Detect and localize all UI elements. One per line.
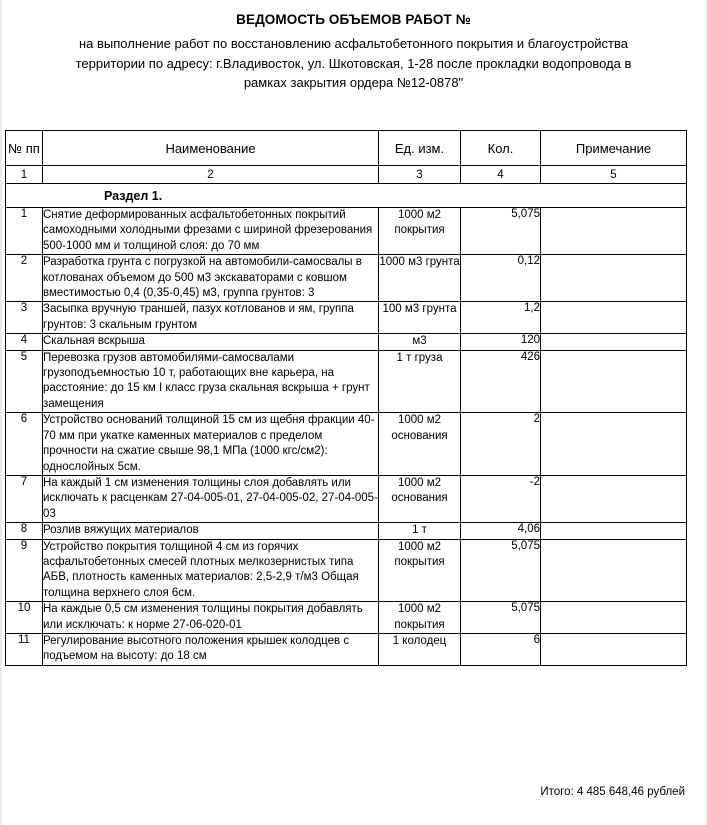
subtitle-line-3: рамках закрытия ордера №12-0878"	[243, 75, 464, 90]
table-row	[6, 539, 687, 602]
row-cell-note	[541, 413, 687, 476]
row-cell-note	[541, 350, 687, 413]
row-cell-name: Регулирование высотного положения крышек колодцев с подъемом на высоту: до 18 см	[43, 633, 379, 665]
column-number-unit: 3	[379, 166, 461, 184]
table-row	[6, 413, 687, 476]
row-cell-name: На каждые 0,5 см изменения толщины покрытия добавлять или исключать: к норме 27-06-020-01	[43, 602, 379, 634]
row-cell-unit: 1 колодец	[379, 633, 461, 665]
row-cell-qty: 120	[461, 334, 541, 350]
row-cell-unit: 1000 м2 покрытия	[379, 208, 461, 255]
row-cell-num: 7	[6, 475, 43, 522]
row-cell-num: 10	[6, 602, 43, 634]
row-cell-num: 2	[6, 255, 43, 302]
row-cell-name: Устройство оснований толщиной 15 см из щебня фракции 40-70 мм при укатке каменных материалов с пределом прочности на сжатие свыше 98,1 МПа (1000 кгс/см2): однослойных 5см.	[43, 413, 379, 476]
row-cell-unit: 100 м3 грунта	[379, 302, 461, 334]
row-cell-num: 1	[6, 208, 43, 255]
row-cell-note	[541, 208, 687, 255]
works-volume-table	[5, 130, 687, 666]
works-volume-table-wrapper	[5, 130, 686, 666]
header-cell-qty: Кол.	[461, 131, 541, 166]
row-cell-note	[541, 523, 687, 539]
row-cell-qty: 2	[461, 413, 541, 476]
section-header-row	[6, 184, 687, 208]
table-column-number-row	[6, 166, 687, 184]
table-row	[6, 208, 687, 255]
row-cell-num: 11	[6, 633, 43, 665]
table-row	[6, 334, 687, 350]
row-cell-name: Засыпка вручную траншей, пазух котлованов и ям, группа грунтов: 3 скальным грунтом	[43, 302, 379, 334]
row-cell-name: Устройство покрытия толщиной 4 см из горячих асфальтобетонных смесей плотных мелкозернистых типа АБВ, плотность каменных материалов: 2,5-2,9 т/м3 Общая толщина верхнего слоя 6см.	[43, 539, 379, 602]
row-cell-unit: 1000 м2 основания	[379, 475, 461, 522]
row-cell-num: 3	[6, 302, 43, 334]
table-row	[6, 523, 687, 539]
document-title: ВЕДОМОСТЬ ОБЪЕМОВ РАБОТ №	[236, 12, 471, 27]
row-cell-qty: 0,12	[461, 255, 541, 302]
row-cell-unit: 1 т	[379, 523, 461, 539]
row-cell-unit: 1 т груза	[379, 350, 461, 413]
row-cell-qty: 1,2	[461, 302, 541, 334]
row-cell-name: Розлив вяжущих материалов	[43, 523, 379, 539]
table-body	[6, 184, 687, 666]
row-cell-name: Разработка грунта с погрузкой на автомобили-самосвалы в котлованах объемом до 500 м3 экскаваторами с ковшом вместимостью 0,4 (0,35-0,45) м3, группа грунтов: 3	[43, 255, 379, 302]
row-cell-note	[541, 475, 687, 522]
row-cell-qty: 5,075	[461, 208, 541, 255]
table-row	[6, 475, 687, 522]
row-cell-num: 8	[6, 523, 43, 539]
row-cell-qty: -2	[461, 475, 541, 522]
row-cell-num: 9	[6, 539, 43, 602]
column-number-num: 1	[6, 166, 43, 184]
row-cell-qty: 5,075	[461, 539, 541, 602]
row-cell-note	[541, 602, 687, 634]
row-cell-note	[541, 539, 687, 602]
row-cell-unit: 1000 м2 покрытия	[379, 602, 461, 634]
row-cell-qty: 4,06	[461, 523, 541, 539]
subtitle-line-2: территории по адресу: г.Владивосток, ул. Шкотовская, 1-28 после прокладки водопровода в	[75, 55, 632, 71]
column-number-note: 5	[541, 166, 687, 184]
table-row	[6, 350, 687, 413]
row-cell-qty: 426	[461, 350, 541, 413]
table-header-row	[6, 131, 687, 166]
row-cell-num: 4	[6, 334, 43, 350]
total-amount: Итого: 4 485 648,46 рублей	[540, 786, 685, 798]
header-cell-unit: Ед. изм.	[379, 131, 461, 166]
document-subtitle	[34, 34, 674, 93]
row-cell-unit: 1000 м2 основания	[379, 413, 461, 476]
page-edge-left	[0, 0, 2, 825]
row-cell-note	[541, 334, 687, 350]
column-number-qty: 4	[461, 166, 541, 184]
header-cell-note: Примечание	[541, 131, 687, 166]
row-cell-name: Снятие деформированных асфальтобетонных покрытий самоходными холодными фрезами с шириной фрезерования 500-1000 мм и толщиной слоя: до 70 мм	[43, 208, 379, 255]
row-cell-qty: 5,075	[461, 602, 541, 634]
row-cell-unit: 1000 м2 покрытия	[379, 539, 461, 602]
column-number-name: 2	[43, 166, 379, 184]
row-cell-num: 5	[6, 350, 43, 413]
subtitle-line-1: на выполнение работ по восстановлению асфальтобетонного покрытия и благоустройства	[78, 36, 628, 51]
row-cell-unit: 1000 м3 грунта	[379, 255, 461, 302]
header-cell-name: Наименование	[43, 131, 379, 166]
table-row	[6, 602, 687, 634]
row-cell-name: Перевозка грузов автомобилями-самосвалами грузоподъемностью 10 т, работающих вне карьера, на расстояние: до 15 км I класс груза скальная вскрыша + грунт замещения	[43, 350, 379, 413]
row-cell-note	[541, 255, 687, 302]
row-cell-note	[541, 302, 687, 334]
table-row	[6, 633, 687, 665]
document-header	[0, 0, 707, 93]
row-cell-name: На каждый 1 см изменения толщины слоя добавлять или исключать к расценкам 27-04-005-01, 27-04-005-02, 27-04-005-03	[43, 475, 379, 522]
section-label: Раздел 1.	[104, 188, 163, 203]
table-head	[6, 131, 687, 184]
row-cell-num: 6	[6, 413, 43, 476]
row-cell-unit: м3	[379, 334, 461, 350]
table-row	[6, 255, 687, 302]
table-row	[6, 302, 687, 334]
row-cell-qty: 6	[461, 633, 541, 665]
header-cell-num: № пп	[6, 131, 43, 166]
section-header-cell	[6, 184, 687, 208]
row-cell-note	[541, 633, 687, 665]
row-cell-name: Скальная вскрыша	[43, 334, 379, 350]
